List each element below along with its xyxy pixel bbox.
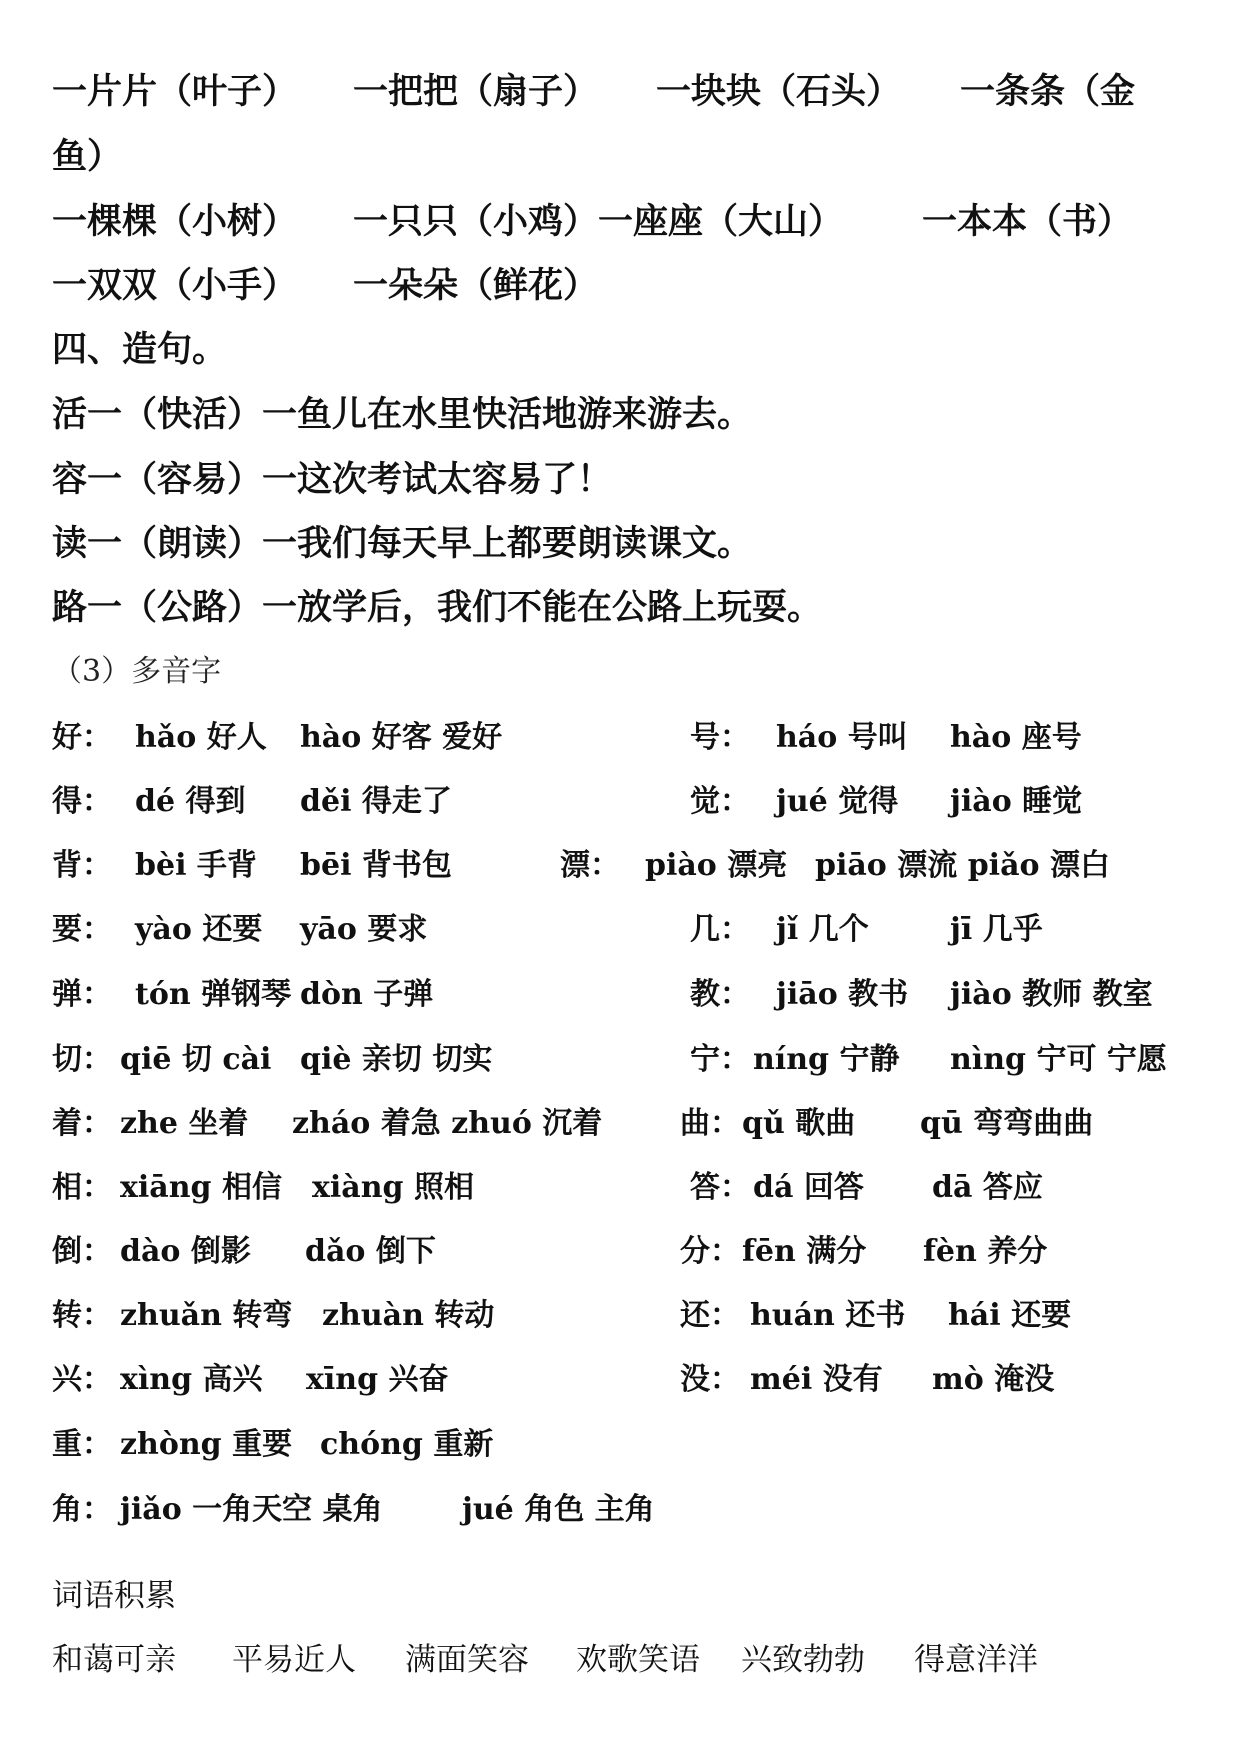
polyphonic-reading: dā 答应 bbox=[932, 1170, 1043, 1205]
polyphonic-reading: bèi 手背 bbox=[135, 848, 257, 883]
polyphonic-reading: hào 座号 bbox=[950, 720, 1082, 755]
polyphonic-row bbox=[0, 1168, 1241, 1208]
polyphonic-reading: xiāng 相信 bbox=[120, 1170, 282, 1205]
polyphonic-character: 兴： bbox=[52, 1362, 112, 1397]
polyphonic-row bbox=[0, 846, 1241, 886]
sentence-item: 容一（容易）一这次考试太容易了！ bbox=[52, 459, 613, 500]
polyphonic-reading: bēi 背书包 bbox=[300, 848, 452, 883]
polyphonic-reading: zhe 坐着 bbox=[120, 1106, 249, 1141]
polyphonic-reading: qiè 亲切 切实 bbox=[300, 1042, 493, 1077]
polyphonic-character: 教： bbox=[690, 977, 750, 1012]
measure-word: 一双双（小手） bbox=[52, 265, 298, 306]
section-heading-polyphonic: （3）多音字 bbox=[52, 654, 222, 689]
polyphonic-character: 弹： bbox=[52, 977, 112, 1012]
polyphonic-reading: méi 没有 bbox=[750, 1362, 883, 1397]
polyphonic-reading: piāo 漂流 piǎo 漂白 bbox=[815, 848, 1110, 883]
polyphonic-character: 好： bbox=[52, 720, 112, 755]
polyphonic-reading: xiàng 照相 bbox=[312, 1170, 474, 1205]
sentence-item: 读一（朗读）一我们每天早上都要朗读课文。 bbox=[52, 523, 753, 564]
polyphonic-reading: dá 回答 bbox=[753, 1170, 864, 1205]
polyphonic-reading: jiǎo 一角天空 桌角 bbox=[120, 1492, 383, 1527]
vocabulary-word: 欢歌笑语 bbox=[576, 1642, 700, 1678]
polyphonic-reading: yào 还要 bbox=[135, 912, 263, 947]
polyphonic-character: 答： bbox=[690, 1170, 750, 1205]
polyphonic-reading: dào 倒影 bbox=[120, 1234, 251, 1269]
polyphonic-reading: fēn 满分 bbox=[742, 1234, 867, 1269]
polyphonic-reading: háo 号叫 bbox=[776, 720, 908, 755]
polyphonic-reading: hǎo 好人 bbox=[135, 720, 267, 755]
polyphonic-reading: qū 弯弯曲曲 bbox=[920, 1106, 1094, 1141]
sentence-item: 活一（快活）一鱼儿在水里快活地游来游去。 bbox=[52, 394, 753, 435]
polyphonic-reading: qǔ 歌曲 bbox=[742, 1106, 856, 1141]
section-heading-sentences: 四、造句。 bbox=[52, 329, 228, 370]
vocabulary-word: 兴致勃勃 bbox=[741, 1642, 865, 1678]
polyphonic-row bbox=[0, 1232, 1241, 1272]
polyphonic-character: 分： bbox=[680, 1234, 740, 1269]
polyphonic-reading: yāo 要求 bbox=[300, 912, 428, 947]
polyphonic-reading: jī 几乎 bbox=[950, 912, 1043, 947]
polyphonic-reading: jiāo 教书 bbox=[776, 977, 909, 1012]
polyphonic-row bbox=[0, 1296, 1241, 1336]
polyphonic-character: 曲： bbox=[680, 1106, 740, 1141]
polyphonic-reading: fèn 养分 bbox=[923, 1234, 1048, 1269]
polyphonic-reading: nìng 宁可 宁愿 bbox=[950, 1042, 1167, 1077]
polyphonic-reading: jiào 睡觉 bbox=[950, 784, 1083, 819]
polyphonic-row bbox=[0, 782, 1241, 822]
polyphonic-reading: huán 还书 bbox=[750, 1298, 906, 1333]
section-heading-vocabulary: 词语积累 bbox=[52, 1578, 176, 1614]
polyphonic-reading: piào 漂亮 bbox=[645, 848, 788, 883]
polyphonic-reading: děi 得走了 bbox=[300, 784, 452, 819]
polyphonic-character: 切： bbox=[52, 1042, 112, 1077]
measure-word: 一朵朵（鲜花） bbox=[353, 265, 599, 306]
polyphonic-character: 角： bbox=[52, 1492, 112, 1527]
polyphonic-character: 漂： bbox=[560, 848, 620, 883]
polyphonic-reading: jué 觉得 bbox=[776, 784, 899, 819]
polyphonic-row bbox=[0, 975, 1241, 1015]
polyphonic-reading: xīng 兴奋 bbox=[306, 1362, 449, 1397]
polyphonic-reading: jué 角色 主角 bbox=[462, 1492, 655, 1527]
polyphonic-character: 没： bbox=[680, 1362, 740, 1397]
polyphonic-character: 宁： bbox=[690, 1042, 750, 1077]
polyphonic-character: 背： bbox=[52, 848, 112, 883]
polyphonic-row bbox=[0, 718, 1241, 758]
polyphonic-reading: jǐ 几个 bbox=[776, 912, 869, 947]
polyphonic-row bbox=[0, 1040, 1241, 1080]
polyphonic-reading: dòn 子弹 bbox=[300, 977, 434, 1012]
polyphonic-character: 要： bbox=[52, 912, 112, 947]
vocabulary-word: 满面笑容 bbox=[405, 1642, 529, 1678]
polyphonic-character: 得： bbox=[52, 784, 112, 819]
polyphonic-reading: chóng 重新 bbox=[320, 1427, 494, 1462]
polyphonic-reading: xìng 高兴 bbox=[120, 1362, 263, 1397]
measure-word: 一片片（叶子） bbox=[52, 71, 298, 112]
polyphonic-row bbox=[0, 1104, 1241, 1144]
vocabulary-word: 得意洋洋 bbox=[914, 1642, 1038, 1678]
polyphonic-reading: níng 宁静 bbox=[753, 1042, 900, 1077]
polyphonic-reading: jiào 教师 教室 bbox=[950, 977, 1153, 1012]
polyphonic-character: 重： bbox=[52, 1427, 112, 1462]
polyphonic-reading: tón 弹钢琴 bbox=[135, 977, 292, 1012]
polyphonic-row bbox=[0, 1490, 1241, 1530]
measure-word: 一条条（金 bbox=[960, 71, 1136, 112]
polyphonic-character: 倒： bbox=[52, 1234, 112, 1269]
polyphonic-reading: hào 好客 爱好 bbox=[300, 720, 503, 755]
polyphonic-character: 转： bbox=[52, 1298, 112, 1333]
measure-word: 鱼） bbox=[52, 136, 123, 177]
polyphonic-character: 号： bbox=[690, 720, 750, 755]
polyphonic-reading: zhuǎn 转弯 bbox=[120, 1298, 293, 1333]
polyphonic-row bbox=[0, 1360, 1241, 1400]
polyphonic-character: 还： bbox=[680, 1298, 740, 1333]
measure-word: 一本本（书） bbox=[922, 201, 1133, 242]
measure-word: 一棵棵（小树） bbox=[52, 201, 298, 242]
polyphonic-character: 相： bbox=[52, 1170, 112, 1205]
vocabulary-word: 平易近人 bbox=[232, 1642, 356, 1678]
polyphonic-row bbox=[0, 1425, 1241, 1465]
polyphonic-character: 着： bbox=[52, 1106, 112, 1141]
measure-word: 一只只（小鸡）一座座（大山） bbox=[353, 201, 844, 242]
polyphonic-character: 觉： bbox=[690, 784, 750, 819]
polyphonic-reading: qiē 切 cài bbox=[120, 1042, 272, 1077]
sentence-item: 路一（公路）一放学后，我们不能在公路上玩耍。 bbox=[52, 587, 823, 628]
polyphonic-character: 几： bbox=[690, 912, 750, 947]
vocabulary-list bbox=[0, 1640, 1241, 1680]
polyphonic-row bbox=[0, 910, 1241, 950]
polyphonic-reading: zhòng 重要 bbox=[120, 1427, 293, 1462]
polyphonic-reading: mò 淹没 bbox=[932, 1362, 1055, 1397]
polyphonic-reading: dǎo 倒下 bbox=[305, 1234, 436, 1269]
measure-word: 一块块（石头） bbox=[656, 71, 902, 112]
vocabulary-word: 和蔼可亲 bbox=[52, 1642, 176, 1678]
polyphonic-reading: dé 得到 bbox=[135, 784, 246, 819]
measure-word: 一把把（扇子） bbox=[353, 71, 599, 112]
polyphonic-reading: zháo 着急 zhuó 沉着 bbox=[292, 1106, 603, 1141]
polyphonic-reading: hái 还要 bbox=[948, 1298, 1072, 1333]
polyphonic-reading: zhuàn 转动 bbox=[322, 1298, 495, 1333]
